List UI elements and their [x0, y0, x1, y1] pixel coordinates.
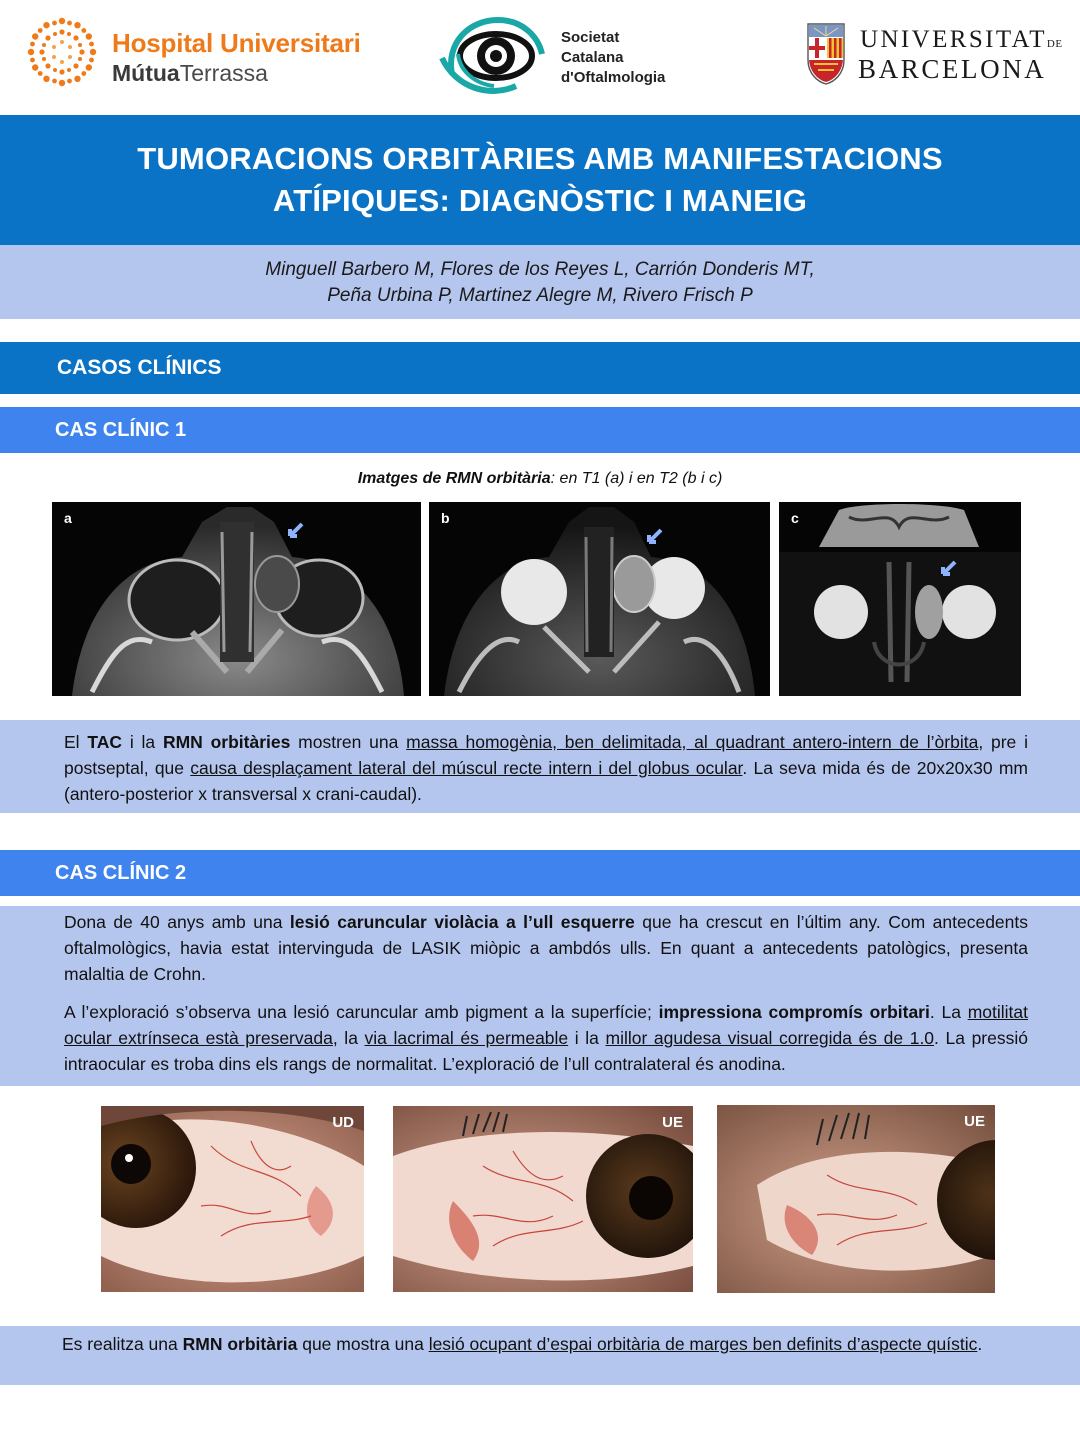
- case2-p2-underline-motility: motilitat ocular extrínseca està preservada: [64, 1002, 1028, 1048]
- case2-p2-part: i la: [568, 1028, 606, 1048]
- case2-p2-part: . La pressió intraocular es troba dins els rangs de normalitat. L’exploració de l’ull contralateral és anodina.: [64, 1028, 1028, 1074]
- case2-p1-part: Dona de 40 anys amb una: [64, 912, 290, 932]
- case2-p3-part: .: [977, 1334, 983, 1354]
- mri-image-b: [429, 502, 770, 696]
- section-case-1-title: CAS CLÍNIC 1: [55, 419, 187, 441]
- hospital-name-line2: [112, 60, 268, 87]
- eye-photo-label-ud: UD: [332, 1114, 354, 1131]
- society-logo: [438, 14, 688, 99]
- mri-image-a: [52, 502, 421, 696]
- case2-p1-part: que ha crescut en l’últim any. Com antecedents oftalmològics, havia estat intervinguda de LASIK miòpic a ambdós ulls. En quant a antecedents patològics, presenta malaltia de Crohn.: [64, 912, 1029, 984]
- case2-mri-text-box: [0, 1326, 1080, 1385]
- case2-p2-part: . La: [929, 1002, 968, 1022]
- hospital-logo: [26, 16, 366, 91]
- mri-caption-rest: : en T1 (a) i en T2 (b i c): [550, 470, 723, 487]
- case2-p3-bold: RMN orbitària: [182, 1334, 298, 1354]
- eye-photo-label-ue-2: UE: [964, 1113, 985, 1130]
- case2-paragraph-1: [64, 909, 1028, 987]
- case1-text-part: mostren una: [290, 732, 407, 752]
- section-case-2: [0, 850, 1080, 896]
- society-name-line2: Catalana: [561, 49, 624, 66]
- section-clinical-cases: [0, 342, 1080, 394]
- mri-caption: [0, 470, 1080, 488]
- section-case-2-title: CAS CLÍNIC 2: [55, 862, 187, 884]
- mri-caption-bold: Imatges de RMN orbitària: [357, 470, 551, 487]
- authors-line2: Peña Urbina P, Martinez Alegre M, Rivero Frisch P: [327, 285, 753, 306]
- eye-logo-icon: [438, 14, 548, 98]
- university-crest-icon: [806, 20, 846, 86]
- eye-photo-ue-1: [393, 1106, 693, 1292]
- mri-label-a: a: [64, 510, 72, 526]
- hospital-name-line1: Hospital Universitari: [112, 28, 361, 58]
- case2-p2-bold: impressiona compromís orbitari: [658, 1002, 930, 1022]
- logo-bar: [0, 0, 1080, 115]
- case1-text: [64, 729, 1028, 807]
- mri-image-c: [779, 502, 1021, 696]
- case1-text-part: , pre i postseptal, que: [64, 732, 1028, 778]
- hospital-name-rest: Terrassa: [179, 60, 268, 86]
- hospital-name-bold: Mútua: [112, 60, 180, 86]
- case2-p2-part: , la: [332, 1028, 365, 1048]
- university-name-main: UNIVERSITAT: [860, 26, 1047, 53]
- university-name-line1: [860, 26, 1063, 54]
- hospital-sun-icon: [26, 16, 98, 88]
- case2-text-box: [0, 906, 1080, 1086]
- case2-paragraph-3: [62, 1331, 1026, 1357]
- society-name-line3: d'Oftalmologia: [561, 69, 666, 86]
- eye-photo-ue-2: [717, 1105, 995, 1293]
- case2-p1-bold: lesió caruncular violàcia a l’ull esquerre: [289, 912, 635, 932]
- authors-line1: Minguell Barbero M, Flores de los Reyes L, Carrión Donderis MT,: [265, 259, 815, 280]
- eye-photo-ud: [101, 1106, 364, 1292]
- society-name-line1: Societat: [561, 29, 620, 46]
- eye-photo-label-ue-1: UE: [662, 1114, 683, 1131]
- case2-p3-part: Es realitza una: [62, 1334, 183, 1354]
- university-name-de: DE: [1046, 38, 1063, 50]
- case1-text-box: [0, 720, 1080, 813]
- mri-label-c: c: [791, 510, 799, 526]
- case2-paragraph-2: [64, 999, 1028, 1077]
- case1-text-part: El: [64, 732, 88, 752]
- case2-p2-underline-acuity: millor agudesa visual corregida és de 1.0: [605, 1028, 935, 1048]
- poster-title-line1: TUMORACIONS ORBITÀRIES AMB MANIFESTACIONS: [137, 141, 943, 176]
- case2-p3-part: que mostra una: [297, 1334, 429, 1354]
- university-logo: [806, 20, 1063, 90]
- poster-title-line2: ATÍPIQUES: DIAGNÒSTIC I MANEIG: [272, 183, 808, 218]
- case1-text-part: . La seva mida és de 20x20x30 mm (antero-posterior x transversal x crani-caudal).: [64, 758, 1028, 804]
- mri-label-b: b: [441, 510, 450, 526]
- case2-p3-underline: lesió ocupant d’espai orbitària de marges ben definits d’aspecte quístic: [428, 1334, 978, 1354]
- university-name-line2: BARCELONA: [858, 54, 1047, 84]
- section-case-1: [0, 407, 1080, 453]
- case1-text-underline-mass: massa homogènia, ben delimitada, al quadrant antero-intern de l’òrbita: [406, 732, 979, 752]
- section-clinical-cases-title: CASOS CLÍNICS: [57, 356, 222, 379]
- title-band: [0, 115, 1080, 245]
- society-name: [561, 28, 665, 88]
- poster-title: [137, 138, 943, 222]
- case2-p2-underline-lacrimal: via lacrimal és permeable: [364, 1028, 569, 1048]
- authors-band: [0, 245, 1080, 319]
- case1-text-bold-tac: TAC: [87, 732, 123, 752]
- case2-p2-part: A l’exploració s’observa una lesió caruncular amb pigment a la superfície;: [64, 1002, 659, 1022]
- case1-text-part: i la: [122, 732, 163, 752]
- case1-text-underline-displacement: causa desplaçament lateral del múscul recte intern i del globus ocular: [190, 758, 743, 778]
- case1-text-bold-rmn: RMN orbitàries: [162, 732, 291, 752]
